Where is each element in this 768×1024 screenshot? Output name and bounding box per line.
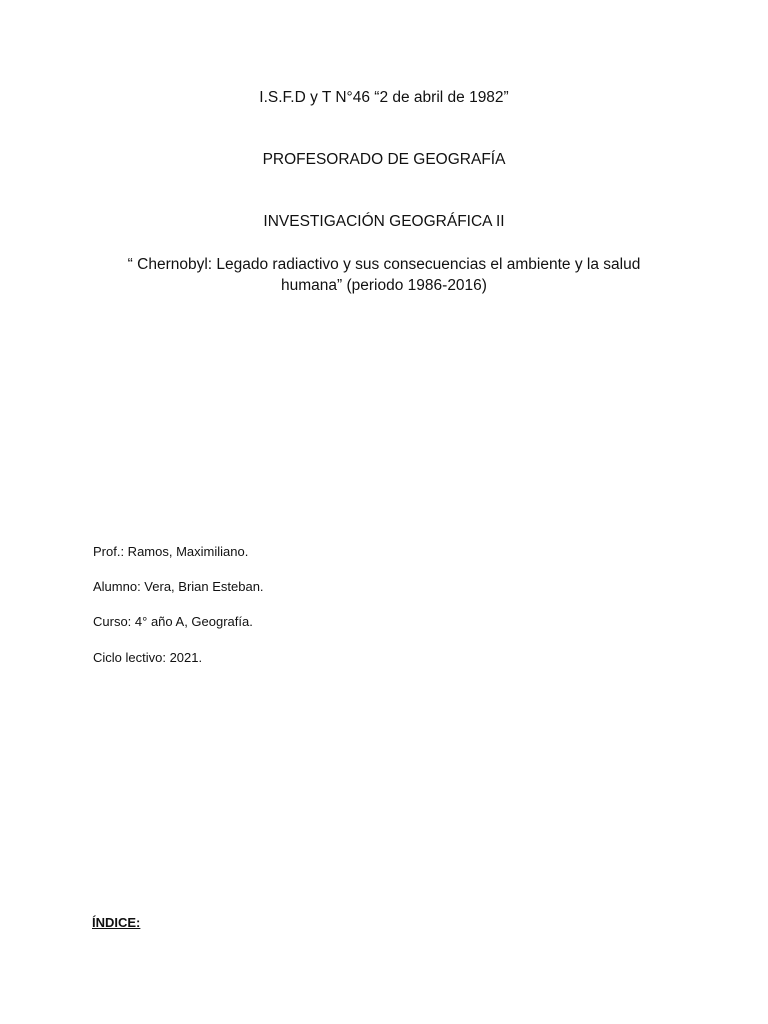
school-year-line: Ciclo lectivo: 2021. — [93, 650, 203, 665]
index-heading: ÍNDICE: — [92, 915, 141, 930]
professor-line: Prof.: Ramos, Maximiliano. — [93, 544, 249, 559]
project-title-line-2: humana” (periodo 1986-2016) — [281, 277, 487, 294]
student-line: Alumno: Vera, Brian Esteban. — [93, 579, 264, 594]
program-name: PROFESORADO DE GEOGRAFÍA — [262, 151, 506, 168]
project-title-line-1: “ Chernobyl: Legado radiactivo y sus consecuencias el ambiente y la salud — [127, 256, 641, 273]
project-title — [84, 254, 684, 296]
institution-name: I.S.F.D y T N°46 “2 de abril de 1982” — [259, 89, 509, 106]
course-title: INVESTIGACIÓN GEOGRÁFICA II — [263, 213, 505, 230]
course-line: Curso: 4° año A, Geografía. — [93, 614, 253, 629]
